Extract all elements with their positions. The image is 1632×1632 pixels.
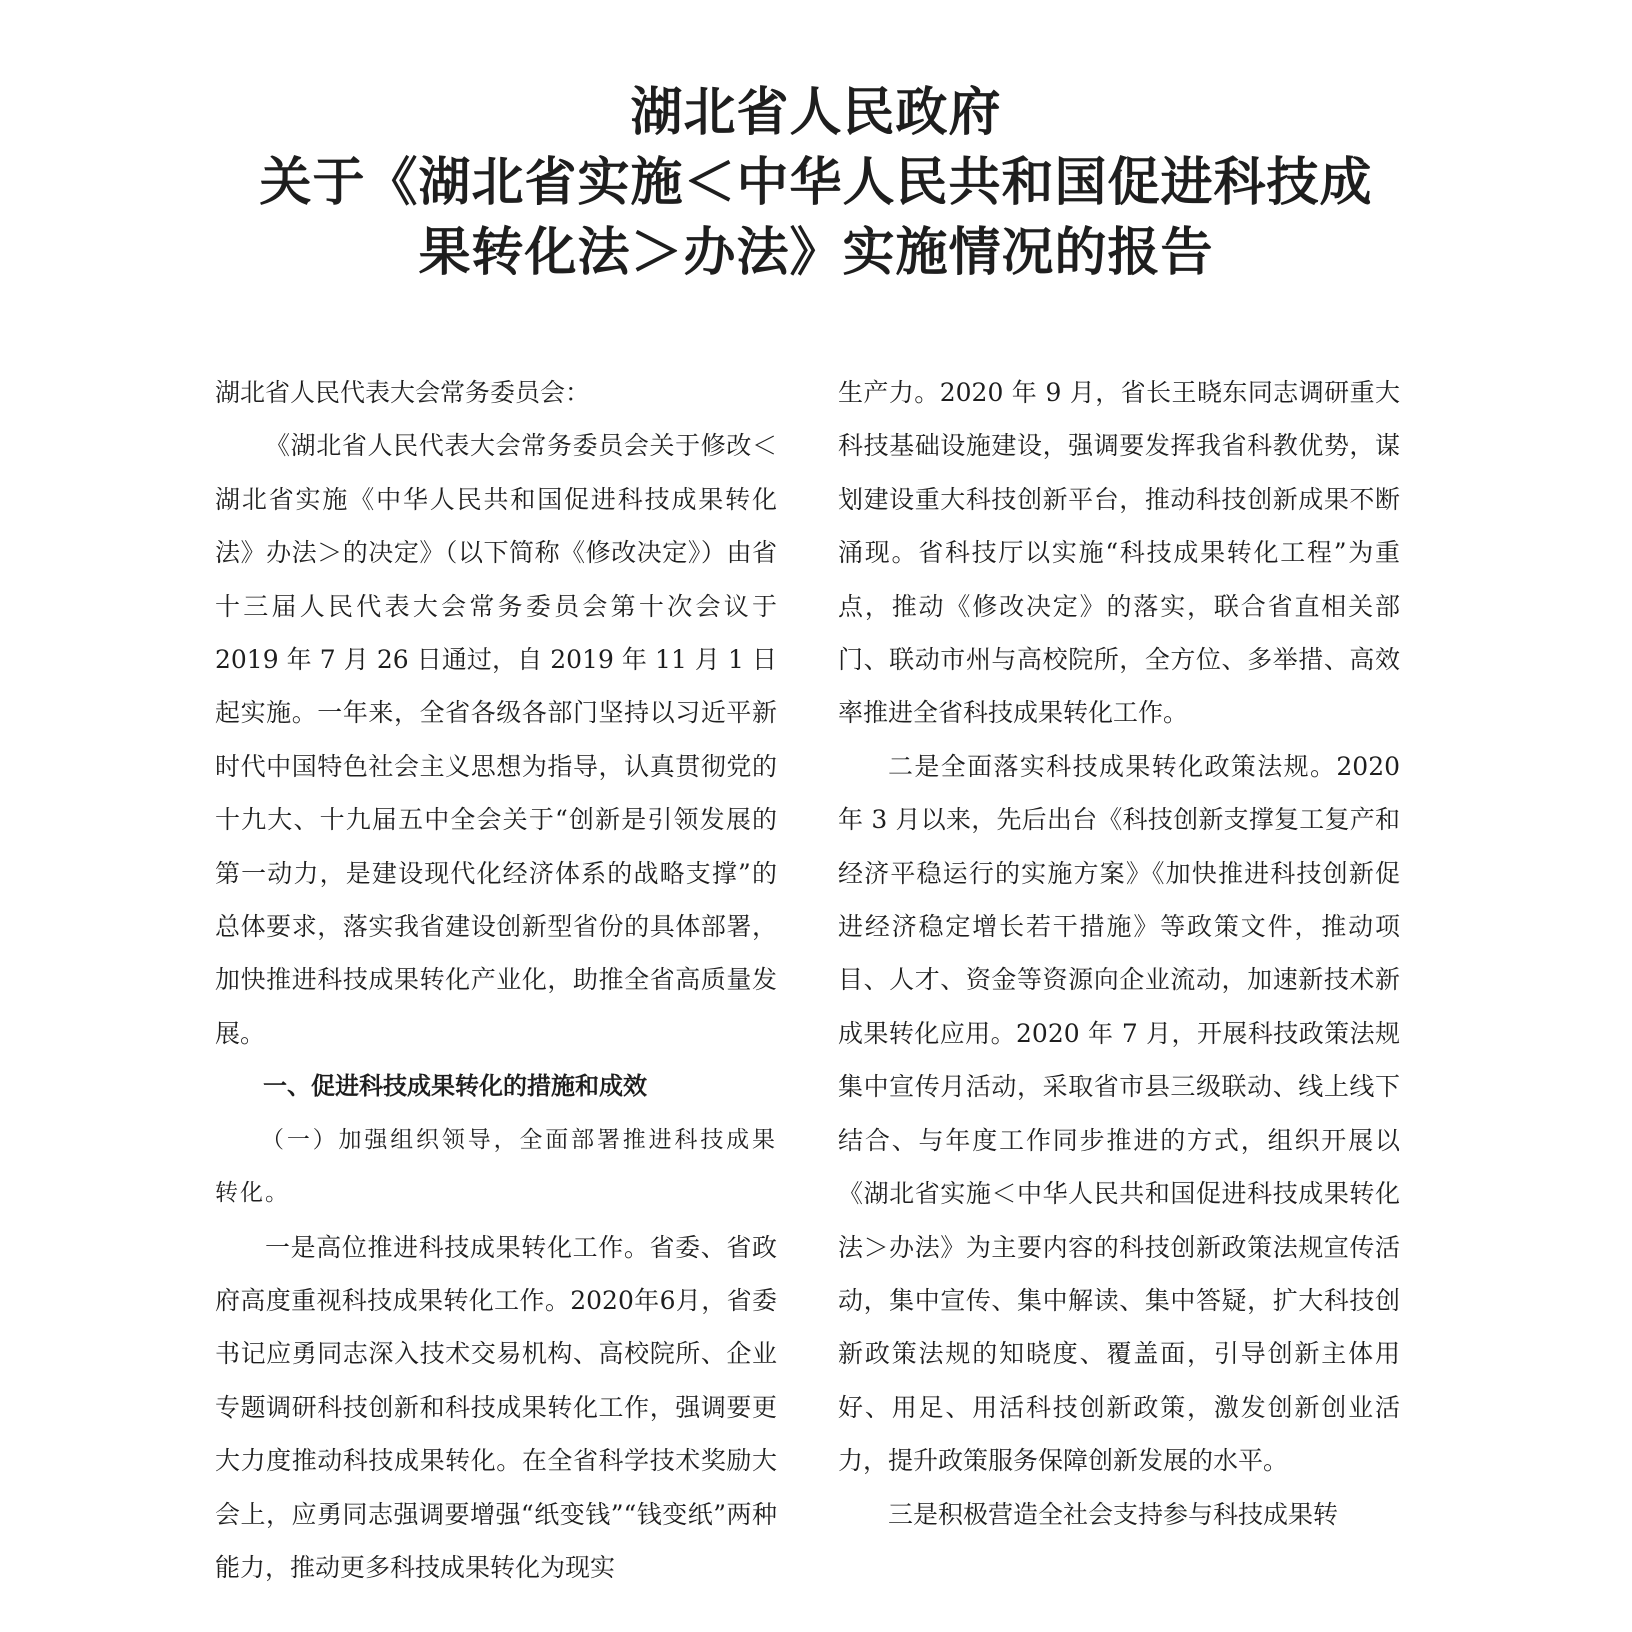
paragraph-social-support: 三是积极营造全社会支持参与科技成果转 bbox=[888, 1499, 1339, 1529]
report-title bbox=[0, 78, 1632, 288]
paragraph-intro: 《湖北省人民代表大会常务委员会关于修改＜湖北省实施《中华人民共和国促进科技成果转化法》办法＞的决定》（以下简称《修改决定》）由省十三届人民代表大会常务委员会第十次会议于 2019 年 7 月 26 日通过，自 2019 年 11 月 1 日起实施。一年来，全省各级各部门坚持以习近平新时代中国特色社会主义思想为指导，认真贯彻党的十九大、十九届五中全会关于“创新是引领发展的第一动力，是建设现代化经济体系的战略支撑”的总体要求，落实我省建设创新型省份的具体部署，加快推进科技成果转化产业化，助推全省高质量发展。 bbox=[215, 431, 777, 1048]
title-line-1: 湖北省人民政府 bbox=[630, 83, 1002, 143]
subsection-heading-1: （一）加强组织领导，全面部署推进科技成果转化。 bbox=[215, 1126, 777, 1207]
salutation: 湖北省人民代表大会常务委员会： bbox=[215, 378, 591, 407]
paragraph-policy-implementation: 二是全面落实科技成果转化政策法规。2020 年 3 月以来，先后出台《科技创新支撑复工复产和经济平稳运行的实施方案》《加快推进科技创新促进经济稳定增长若干措施》等政策文件，推动项目、人才、资金等资源向企业流动，加速新技术新成果转化应用。2020 年 7 月，开展科技政策法规集中宣传月活动，采取省市县三级联动、线上线下结合、与年度工作同步推进的方式，组织开展以《湖北省实施＜中华人民共和国促进科技成果转化法＞办法》为主要内容的科技创新政策法规宣传活动，集中宣传、集中解读、集中答疑，扩大科技创新政策法规的知晓度、覆盖面，引导创新主体用好、用足、用活科技创新政策，激发创新创业活力，提升政策服务保障创新发展的水平。 bbox=[838, 751, 1400, 1476]
body-column-right bbox=[838, 366, 1400, 1541]
title-line-2: 关于《湖北省实施＜中华人民共和国促进科技成 bbox=[259, 153, 1373, 213]
body-column-left bbox=[215, 366, 777, 1594]
paragraph-high-level-promotion: 一是高位推进科技成果转化工作。省委、省政府高度重视科技成果转化工作。2020年6月，省委书记应勇同志深入技术交易机构、高校院所、企业专题调研科技创新和科技成果转化工作，强调要更大力度推动科技成果转化。在全省科学技术奖励大会上，应勇同志强调要增强“纸变钱”“钱变纸”两种能力，推动更多科技成果转化为现实 bbox=[215, 1232, 777, 1582]
paragraph-continuation: 生产力。2020 年 9 月，省长王晓东同志调研重大科技基础设施建设，强调要发挥我省科教优势，谋划建设重大科技创新平台，推动科技创新成果不断涌现。省科技厅以实施“科技成果转化工程”为重点，推动《修改决定》的落实，联合省直相关部门、联动市州与高校院所，全方位、多举措、高效率推进全省科技成果转化工作。 bbox=[838, 378, 1400, 728]
title-line-3: 果转化法＞办法》实施情况的报告 bbox=[418, 223, 1214, 283]
section-heading-1: 一、促进科技成果转化的措施和成效 bbox=[263, 1072, 647, 1101]
